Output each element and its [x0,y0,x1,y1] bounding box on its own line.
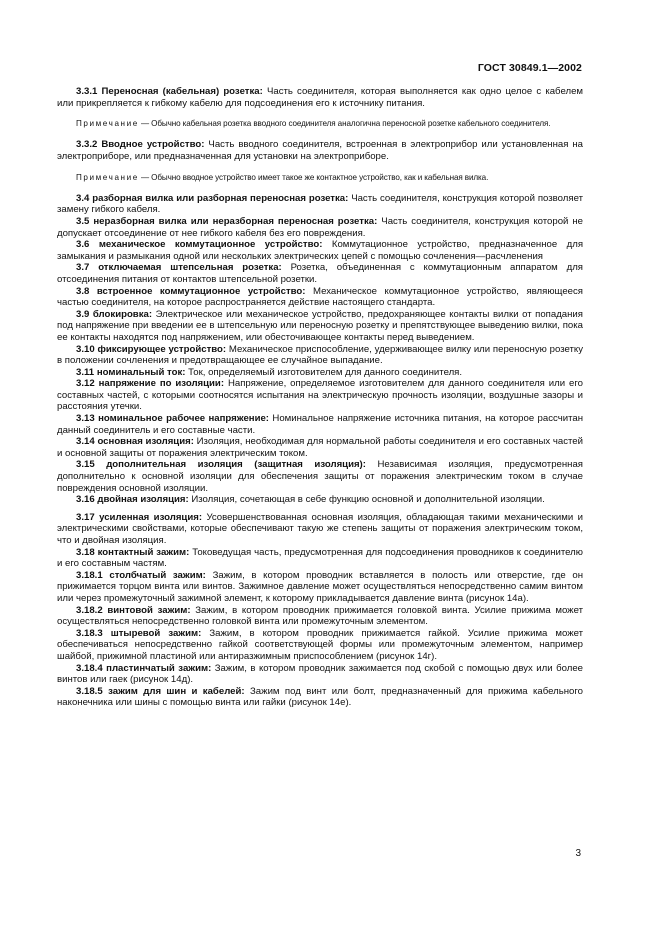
note-3-3-1: Примечание — Обычно кабельная розетка вводного соединителя аналогична переносной розетке кабельного соединителя. [76,119,551,129]
clause-3-18-3: 3.18.3 штыревой зажим: Зажим, в котором проводник прижимается гайкой. Усилие прижима может обеспечиваться непосредственно гайкой соответствующей формы или промежуточным элементом, например шайбой, прижимной пластиной или антиразжимным приспособлением (рисунок 14г). [57,627,584,662]
clause-3-10: 3.10 фиксирующее устройство: Механическое приспособление, удерживающее вилку или переносную розетку в положении сочленения и предотвращающее ее случайное выпадание. [57,343,583,367]
clause-3-18-2: 3.18.2 винтовой зажим: Зажим, в котором проводник прижимается головкой винта. Усилие прижима может осуществляться непосредственно головкой винта или промежуточным элементом. [57,604,584,628]
document-body [57,86,583,709]
clause-3-12: 3.12 напряжение по изоляции: Напряжение, определяемое изготовителем для данного соединителя или его составных частей, с которыми соотносятся испытания на электрическую прочность изоляции, воздушные зазоры и расстояния утечки. [57,378,583,413]
clause-3-7: 3.7 отключаемая штепсельная розетка: Розетка, объединенная с коммутационным аппаратом для отсоединения питания от контактов штепсельной розетки. [57,262,583,285]
clause-3-17: 3.17 усиленная изоляция: Усовершенствованная основная изоляция, обладающая такими механическими и электрическими свойствами, которые обеспечивают такую же степень защиты от поражения электрическим током, что и двойная изоляция. [57,511,583,546]
clause-3-14: 3.14 основная изоляция: Изоляция, необходимая для нормальной работы соединителя и его составных частей и основной защиты от поражения электрическим током. [57,436,584,459]
clause-3-13: 3.13 номинальное рабочее напряжение: Номинальное напряжение источника питания, на которое рассчитан данный соединитель и его составные части. [57,413,583,436]
clause-3-15: 3.15 дополнительная изоляция (защитная изоляция): Независимая изоляция, предусмотренная дополнительно к основной изоляции для обеспечения защиты от поражения электрическим током в случае повреждения основной изоляции. [57,459,583,494]
clause-3-16: 3.16 двойная изоляция: Изоляция, сочетающая в себе функцию основной и дополнительной изоляции. [76,494,545,506]
clause-3-18-4: 3.18.4 пластинчатый зажим: Зажим, в котором проводник зажимается под скобой с помощью двух или более винтов или гаек (рисунок 14д). [57,662,583,686]
clause-3-11: 3.11 номинальный ток: Ток, определяемый изготовителем для данного соединителя. [76,366,463,378]
page-number: 3 [575,848,581,859]
clause-3-4: 3.4 разборная вилка или разборная переносная розетка: Часть соединителя, конструкция которой позволяет замену гибкого кабеля. [57,192,583,216]
clause-3-9: 3.9 блокировка: Электрическое или механическое устройство, предохраняющее контакты вилки от попадания под напряжение при введении ее в штепсельную или переносную розетку и препятствующее выведению вилки, пока ее контакты находятся под напряжением, или обесточивающее контакты перед выведением. [57,308,583,343]
clause-3-3-1: 3.3.1 Переносная (кабельная) розетка: Часть соединителя, которая выполняется как одно целое с кабелем или прикрепляется к гибкому кабелю для подсоединения его к источнику питания. [57,86,583,109]
standard-header: ГОСТ 30849.1—2002 [477,62,582,74]
clause-3-3-2: 3.3.2 Вводное устройство: Часть вводного соединителя, встроенная в электроприбор или установленная на электроприборе, или предназначенная для установки на электроприборе. [57,139,584,162]
clause-3-18-1: 3.18.1 столбчатый зажим: Зажим, в котором проводник вставляется в полость или отверстие, где он прижимается торцом винта или винтов. Зажимное давление может осуществляться непосредственно самим винтом или через промежуточный зажимной элемент, к которому прикладывается давление винта (рисунок 14а). [57,569,583,604]
clause-3-5: 3.5 неразборная вилка или неразборная переносная розетка: Часть соединителя, конструкция которой не допускает отсоединение от нее гибкого кабеля без его повреждения. [57,215,584,239]
note-3-3-2: Примечание — Обычно вводное устройство имеет такое же контактное устройство, как и кабельная вилка. [76,172,489,182]
clause-3-18: 3.18 контактный зажим: Токоведущая часть, предусмотренная для подсоединения проводников к соединителю и его составным частям. [57,546,583,570]
clause-3-18-5: 3.18.5 зажим для шин и кабелей: Зажим под винт или болт, предназначенный для прижима кабельного наконечника или шины с помощью винта или гайки (рисунок 14е). [57,685,584,709]
clause-3-8: 3.8 встроенное коммутационное устройство: Механическое коммутационное устройство, являющееся частью соединителя, на которое распространяется действие настоящего стандарта. [57,285,583,309]
clause-3-6: 3.6 механическое коммутационное устройство: Коммутационное устройство, предназначенное для замыкания и размыкания одной или нескольких электрических цепей с помощью сочленения—расчленения [57,239,584,262]
